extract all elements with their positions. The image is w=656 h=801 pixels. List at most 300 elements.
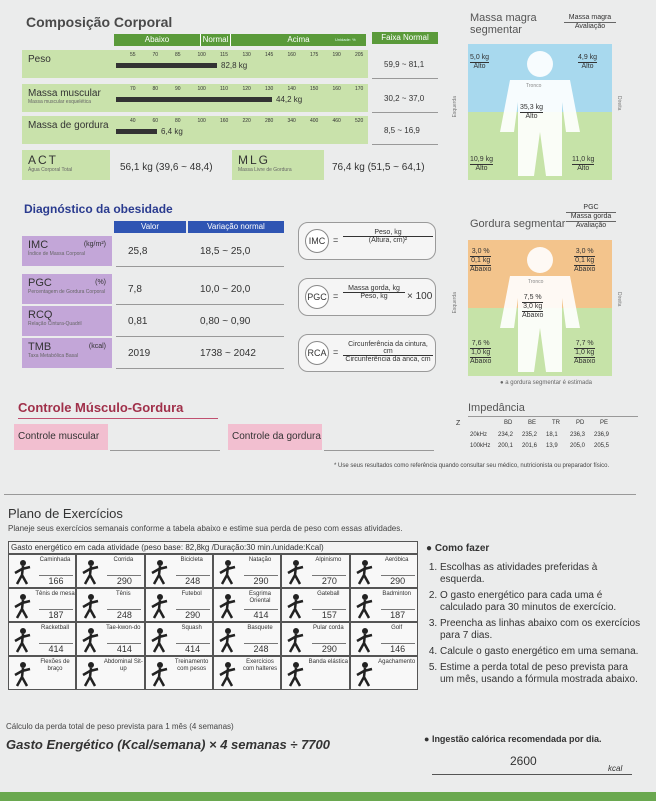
bc-row-label: [22, 50, 112, 78]
activity-cell[interactable]: [76, 656, 144, 690]
how-to-step: 3. Preencha as linhas abaixo com os exercícios para 7 dias.: [440, 618, 642, 642]
intake-unit: kcal: [608, 764, 623, 773]
formula-box: [298, 278, 436, 316]
exercise-plan-subtitle: Planeje seus exercícios semanais conforme a tabela abaixo e estime sua perda de peso com essas atividades.: [8, 524, 403, 533]
bc-range: 30,2 ~ 37,0: [384, 94, 425, 103]
activity-figure-icon: [80, 593, 102, 619]
activity-name: Banda elástica: [308, 659, 349, 665]
activity-cell[interactable]: [76, 554, 144, 588]
act-box: [22, 150, 110, 180]
obesity-row-label: [22, 306, 112, 336]
impedance-rule: [468, 416, 638, 417]
activity-kcal: 414: [176, 643, 210, 654]
obesity-abbr: RCQ: [28, 309, 53, 321]
how-to-title-text: Como fazer: [434, 543, 490, 554]
lean-segmental-title: [470, 12, 537, 36]
activity-cell[interactable]: [213, 622, 281, 656]
activity-cell[interactable]: [350, 656, 418, 690]
scale-tick: 70: [152, 52, 159, 58]
scale-tick: 90: [175, 86, 181, 92]
scale-tick: 145: [265, 52, 274, 58]
how-to-step: 2. O gasto energético para cada uma é calculado para 30 minutos de exercício.: [440, 590, 642, 614]
formula-multiplier: × 100: [407, 291, 433, 302]
formula-abbr: PGC: [305, 285, 329, 309]
activity-cell[interactable]: [145, 622, 213, 656]
how-to-step: 5. Estime a perda total de peso prevista para um mês, usando a fórmula mostrada abaixo.: [440, 662, 642, 686]
obesity-sub: Percentagem de Gordura Corporal: [28, 289, 105, 295]
activity-figure-icon: [285, 559, 307, 585]
obesity-range: 18,5 ~ 25,0: [200, 246, 251, 257]
fat-right-leg-kg: 1,0 kg: [575, 349, 595, 356]
fat-left-arm-pct: 3,0 %: [471, 248, 490, 255]
bc-range: 59,9 ~ 81,1: [384, 60, 425, 69]
activity-name: Squash: [181, 625, 202, 631]
scale-tick: 160: [332, 86, 341, 92]
bc-value: 82,8 kg: [221, 61, 248, 70]
fat-trunk: [522, 294, 543, 320]
intake-value: 2600: [510, 754, 537, 768]
activity-cell[interactable]: [281, 622, 349, 656]
lean-left-arm-value: 5,0 kg: [470, 54, 490, 61]
scale-tick: 150: [310, 86, 319, 92]
bc-range: 8,5 ~ 16,9: [384, 126, 420, 135]
formula-denominator: (Altura, cm)²: [368, 237, 408, 244]
activity-name: Natação: [248, 557, 272, 563]
activity-figure-icon: [80, 661, 102, 687]
exercise-plan-title: Plano de Exercícios: [8, 506, 123, 521]
obesity-sub: Relação Cintura-Quadril: [28, 321, 82, 327]
fat-left-leg: [470, 340, 491, 366]
activity-cell[interactable]: [213, 588, 281, 622]
fat-avail-header: [566, 204, 616, 230]
activity-kcal: 414: [107, 643, 141, 654]
formula-denominator: Circunferência da anca, cm: [345, 356, 431, 363]
fat-left-arm-kg: 0,1 kg: [471, 257, 491, 264]
fat-left-arm: [470, 248, 491, 274]
activity-kcal: 290: [107, 575, 141, 586]
lean-left-arm: [470, 54, 489, 71]
fat-left-leg-kg: 1,0 kg: [471, 349, 491, 356]
activity-cell[interactable]: [8, 656, 76, 690]
obesity-unit: (kcal): [88, 343, 106, 350]
intake-label: ● Ingestão calórica recomendada por dia.: [424, 734, 602, 744]
lean-left-arm-status: Alto: [473, 63, 486, 70]
scale-tick: 280: [265, 118, 274, 124]
lean-trunk: [520, 104, 543, 121]
fat-control-label: Controle da gordura: [228, 424, 322, 450]
activity-kcal: 414: [39, 643, 73, 654]
scale-tick: 100: [197, 86, 206, 92]
lean-right-arm-value: 4,9 kg: [578, 54, 598, 61]
activity-figure-icon: [285, 661, 307, 687]
scale-tick: 205: [355, 52, 364, 58]
activity-name: Racketball: [40, 625, 69, 631]
bc-row-name: Peso: [28, 54, 51, 65]
mlg-box: [232, 150, 324, 180]
scale-tick: 400: [310, 118, 319, 124]
activity-name: Pular corda: [312, 625, 344, 631]
fat-right-side-label: Direita: [616, 292, 622, 307]
impedance-value: 205,0: [570, 443, 586, 449]
activity-name: Futebol: [181, 591, 202, 597]
how-to-steps: [428, 562, 642, 690]
activity-cell[interactable]: [281, 656, 349, 690]
lean-right-leg: [572, 156, 594, 173]
fat-trunk-kg: 3,0 kg: [523, 303, 543, 310]
scale-tick: 100: [197, 118, 206, 124]
fat-left-leg-status: Abaixo: [470, 358, 492, 365]
activity-kcal: 290: [381, 575, 415, 586]
impedance-value: 236,9: [594, 432, 610, 438]
obesity-unit: (%): [95, 279, 106, 286]
impedance-value: 201,6: [522, 443, 538, 449]
scale-tick: 520: [355, 118, 364, 124]
formula-box: [298, 334, 436, 372]
obesity-unit: (kg/m²): [83, 241, 106, 248]
formula-equals: =: [333, 235, 339, 245]
formula-numerator: Peso, kg: [343, 229, 433, 237]
obesity-title: Diagnóstico da obesidade: [24, 202, 173, 216]
activity-kcal: 157: [312, 609, 346, 620]
obesity-row-label: [22, 338, 112, 368]
activity-name: Gateball: [317, 591, 340, 597]
obesity-abbr: PGC: [28, 277, 52, 289]
lean-right-leg-status: Alto: [577, 165, 590, 172]
formula-fraction: [343, 285, 405, 300]
activity-figure-icon: [217, 661, 239, 687]
disclaimer: * Use seus resultados como referência quando consultar seu médico, nutricionista ou preparador físico.: [334, 463, 610, 469]
bc-row-name: Massa de gordura: [28, 120, 109, 131]
formula: Gasto Energético (Kcal/semana) × 4 semanas ÷ 7700: [6, 737, 330, 752]
impedance-header: PD: [576, 420, 585, 426]
formula-equals: =: [333, 347, 339, 357]
activity-figure-icon: [354, 593, 376, 619]
activity-kcal: 166: [39, 575, 73, 586]
activity-name: Alpinismo: [315, 557, 342, 563]
impedance-value: 235,2: [522, 432, 538, 438]
scale-tick: 100: [197, 52, 206, 58]
lean-avail-title: Massa magra: [568, 14, 612, 21]
impedance-header: BE: [528, 420, 537, 426]
impedance-value: 236,3: [570, 432, 586, 438]
activity-cell[interactable]: [8, 554, 76, 588]
activity-name: Esgrima Oriental: [248, 591, 271, 604]
obesity-underline: [116, 368, 284, 369]
obesity-row-label: [22, 274, 112, 304]
mlg-value: 76,4 kg (51,5 ~ 64,1): [332, 162, 425, 173]
fat-avail-sub: Avaliação: [575, 222, 607, 229]
bc-value: 44,2 kg: [276, 95, 303, 104]
obesity-col-range: Variação normal: [188, 221, 284, 233]
fat-right-leg-status: Abaixo: [574, 358, 596, 365]
activity-cell[interactable]: [8, 622, 76, 656]
formula-numerator: Circunferência da cintura, cm: [343, 341, 433, 356]
fat-right-leg-pct: 7,7 %: [575, 340, 594, 347]
muscle-fat-control-title: Controle Músculo-Gordura: [18, 400, 184, 415]
activity-name: Exercícios com halteres: [242, 659, 278, 672]
bc-level-bar: [116, 97, 272, 102]
activity-figure-icon: [12, 593, 34, 619]
activity-figure-icon: [354, 627, 376, 653]
muscle-control-label: Controle muscular: [14, 424, 108, 450]
obesity-value: 2019: [128, 348, 151, 359]
activity-cell[interactable]: [76, 588, 144, 622]
scale-tick: 160: [220, 118, 229, 124]
activity-name: Abdominal Sit-up: [103, 659, 143, 672]
lean-avail-sub: Avaliação: [564, 22, 616, 31]
lean-avail-header: [564, 14, 616, 31]
impedance-value: 18,1: [546, 432, 558, 438]
obesity-sub: Índice de Massa Corporal: [28, 251, 85, 257]
activity-name: Treinamento com pesos: [174, 659, 209, 672]
scale-tick: 220: [242, 118, 251, 124]
scale-tick: 40: [130, 118, 136, 124]
scale-tick: 110: [220, 86, 228, 92]
bc-range-underline: [372, 78, 438, 79]
act-label: ACT: [28, 153, 58, 167]
bc-value: 6,4 kg: [161, 127, 183, 136]
formula-fraction: [343, 341, 433, 363]
how-to-step: 4. Calcule o gasto energético em uma semana.: [440, 646, 642, 658]
lean-left-leg-status: Alto: [475, 165, 488, 172]
obesity-row-head: [28, 309, 112, 321]
activity-cell[interactable]: [213, 656, 281, 690]
activity-figure-icon: [217, 593, 239, 619]
fat-right-arm-pct: 3,0 %: [575, 248, 594, 255]
activity-figure-icon: [149, 593, 171, 619]
scale-tick: 340: [287, 118, 296, 124]
impedance-value: 200,1: [498, 443, 514, 449]
impedance-title: Impedância: [468, 402, 525, 414]
bc-row-name: Massa muscular: [28, 88, 101, 99]
unit-note: Unidade: %: [335, 37, 356, 42]
activity-figure-icon: [217, 559, 239, 585]
scale-tick: 60: [152, 118, 159, 124]
scale-tick: 175: [310, 52, 319, 58]
obesity-row-head: [28, 277, 112, 289]
obesity-row-head: [28, 239, 112, 251]
obesity-value: 7,8: [128, 284, 142, 295]
fat-right-arm: [574, 248, 595, 274]
activity-cell[interactable]: [145, 554, 213, 588]
activity-cell[interactable]: [281, 588, 349, 622]
scale-tick: 55: [130, 52, 136, 58]
fat-avail-mass: Massa gorda: [566, 213, 616, 222]
header-normal-range: Faixa Normal: [372, 32, 438, 44]
activity-figure-icon: [285, 593, 307, 619]
lean-right-arm-status: Alto: [581, 63, 594, 70]
lean-body-figure: [468, 44, 612, 180]
scale-tick: 160: [287, 52, 296, 58]
mlg-sub: Massa Livre de Gordura: [238, 167, 292, 173]
obesity-underline: [116, 266, 284, 267]
activity-cell[interactable]: [281, 554, 349, 588]
fat-trunk-label: Tronco: [528, 279, 544, 285]
header-normal: Normal: [200, 34, 230, 46]
fat-right-leg: [574, 340, 595, 366]
activity-name: Tênis: [115, 591, 131, 597]
activity-cell[interactable]: [350, 588, 418, 622]
formula-equals: =: [333, 291, 339, 301]
activity-figure-icon: [149, 661, 171, 687]
footer-bar: [0, 792, 656, 801]
impedance-freq: 100kHz: [470, 443, 491, 449]
impedance-value: 205,5: [594, 443, 610, 449]
activity-cell[interactable]: [350, 554, 418, 588]
obesity-value: 0,81: [128, 316, 148, 327]
fat-avail-pgc: PGC: [566, 204, 616, 213]
fat-left-arm-status: Abaixo: [470, 266, 492, 273]
act-sub: Água Corporal Total: [28, 167, 73, 173]
activity-figure-icon: [80, 559, 102, 585]
activity-kcal: 414: [244, 609, 278, 620]
activity-kcal: 270: [312, 575, 346, 586]
activity-cell[interactable]: [145, 656, 213, 690]
activity-name: Flexões de braço: [40, 659, 70, 672]
impedance-header: BD: [504, 420, 513, 426]
lean-right-arm: [578, 54, 597, 71]
lean-right-side-label: Direita: [616, 96, 622, 111]
obesity-col-value: Valor: [114, 221, 186, 233]
fat-body-figure: [468, 240, 612, 376]
activity-kcal: 248: [176, 575, 210, 586]
how-to-step: 1. Escolhas as atividades preferidas à esquerda.: [440, 562, 642, 586]
scale-tick: 130: [265, 86, 274, 92]
lean-title-line2: segmentar: [470, 24, 522, 36]
fat-trunk-pct: 7,5 %: [523, 294, 542, 301]
bc-range-underline: [372, 144, 438, 145]
scale-tick: 85: [175, 52, 181, 58]
activity-figure-icon: [285, 627, 307, 653]
header-below: Abaixo: [114, 34, 200, 46]
impedance-header: PE: [600, 420, 609, 426]
activity-kcal: 187: [39, 609, 73, 620]
activity-name: Tae-kwon-do: [106, 625, 141, 631]
activity-cell[interactable]: [76, 622, 144, 656]
activity-name: Basquete: [247, 625, 273, 631]
lean-left-leg: [470, 156, 493, 173]
lean-title-line1: Massa magra: [470, 12, 537, 24]
act-value: 56,1 kg (39,6 ~ 48,4): [120, 162, 213, 173]
activity-table-header: Gasto energético em cada atividade (peso base: 82,8kg /Duração:30 min./unidade:Kcal): [8, 541, 418, 554]
lean-trunk-value: 35,3 kg: [520, 104, 543, 111]
scale-tick: 130: [242, 52, 251, 58]
obesity-underline: [116, 336, 284, 337]
activity-cell[interactable]: [8, 588, 76, 622]
bc-level-bar: [116, 129, 157, 134]
activity-name: Badminton: [382, 591, 411, 597]
activity-figure-icon: [12, 559, 34, 585]
obesity-range: 1738 ~ 2042: [200, 348, 256, 359]
activity-kcal: 290: [176, 609, 210, 620]
impedance-value: 13,9: [546, 443, 558, 449]
obesity-range: 0,80 ~ 0,90: [200, 316, 251, 327]
scale-tick: 460: [332, 118, 341, 124]
obesity-row-head: [28, 341, 112, 353]
fat-segmental-title: Gordura segmentar: [470, 218, 566, 230]
lean-trunk-status: Alto: [525, 113, 538, 120]
formula-numerator: Massa gorda, kg: [343, 285, 405, 293]
header-above: Acima: [230, 34, 366, 46]
activity-figure-icon: [149, 559, 171, 585]
lean-trunk-label: Tronco: [526, 83, 542, 89]
fat-left-side-label: Esquerda: [452, 292, 458, 314]
fat-left-leg-pct: 7,6 %: [471, 340, 490, 347]
activity-name: Tênis de mesa: [35, 591, 75, 597]
scale-tick: 120: [242, 86, 251, 92]
activity-kcal: 248: [107, 609, 141, 620]
how-to-title: ● Como fazer: [426, 543, 490, 554]
impedance-z: Z: [456, 420, 461, 427]
activity-name: Caminhada: [39, 557, 71, 563]
fat-right-arm-kg: 0,1 kg: [575, 257, 595, 264]
obesity-row-label: [22, 236, 112, 266]
activity-name: Bicicleta: [180, 557, 203, 563]
obesity-sub: Taxa Metabólica Basal: [28, 353, 79, 359]
calc-label: Cálculo da perda total de peso prevista para 1 mês (4 semanas): [6, 722, 234, 731]
impedance-value: 234,2: [498, 432, 514, 438]
scale-tick: 115: [220, 52, 228, 58]
activity-cell[interactable]: [145, 588, 213, 622]
activity-name: Corrida: [113, 557, 134, 563]
formula-abbr: IMC: [305, 229, 329, 253]
activity-figure-icon: [12, 627, 34, 653]
activity-kcal: 146: [381, 643, 415, 654]
activity-figure-icon: [354, 661, 376, 687]
scale-tick: 190: [332, 52, 341, 58]
obesity-abbr: IMC: [28, 239, 49, 251]
activity-kcal: 187: [381, 609, 415, 620]
activity-cell[interactable]: [213, 554, 281, 588]
bc-row-sub: Massa muscular esquelética: [28, 99, 92, 105]
formula-fraction: [343, 229, 433, 244]
fat-segmental-note: ● a gordura segmentar é estimada: [500, 380, 593, 386]
obesity-value: 25,8: [128, 246, 148, 257]
activity-figure-icon: [354, 559, 376, 585]
activity-kcal: 290: [244, 575, 278, 586]
scale-tick: 80: [175, 118, 181, 124]
formula-denominator: Peso, kg: [360, 293, 388, 300]
scale-tick: 170: [355, 86, 364, 92]
activity-figure-icon: [217, 627, 239, 653]
activity-figure-icon: [149, 627, 171, 653]
activity-figure-icon: [12, 661, 34, 687]
scale-tick: 70: [130, 86, 136, 92]
scale-tick: 140: [287, 86, 296, 92]
scale-tick: 80: [152, 86, 159, 92]
bc-level-bar: [116, 63, 217, 68]
activity-cell[interactable]: [350, 622, 418, 656]
bc-row-label: [22, 84, 112, 112]
activity-kcal: 290: [312, 643, 346, 654]
activity-figure-icon: [80, 627, 102, 653]
activity-name: Agachamento: [378, 659, 416, 665]
bc-range-underline: [372, 112, 438, 113]
activity-name: Golf: [391, 625, 403, 631]
formula-box: [298, 222, 436, 260]
fat-right-arm-status: Abaixo: [574, 266, 596, 273]
impedance-freq: 20kHz: [470, 432, 488, 438]
fat-trunk-status: Abaixo: [522, 312, 544, 319]
impedance-header: TR: [552, 420, 560, 426]
obesity-range: 10,0 ~ 20,0: [200, 284, 251, 295]
intake-label-text: Ingestão calórica recomendada por dia.: [431, 734, 602, 744]
bc-row-label: [22, 116, 112, 144]
obesity-abbr: TMB: [28, 341, 52, 353]
lean-left-leg-value: 10,9 kg: [470, 156, 493, 163]
mlg-label: MLG: [238, 153, 271, 167]
lean-left-side-label: Esquerda: [452, 96, 458, 118]
